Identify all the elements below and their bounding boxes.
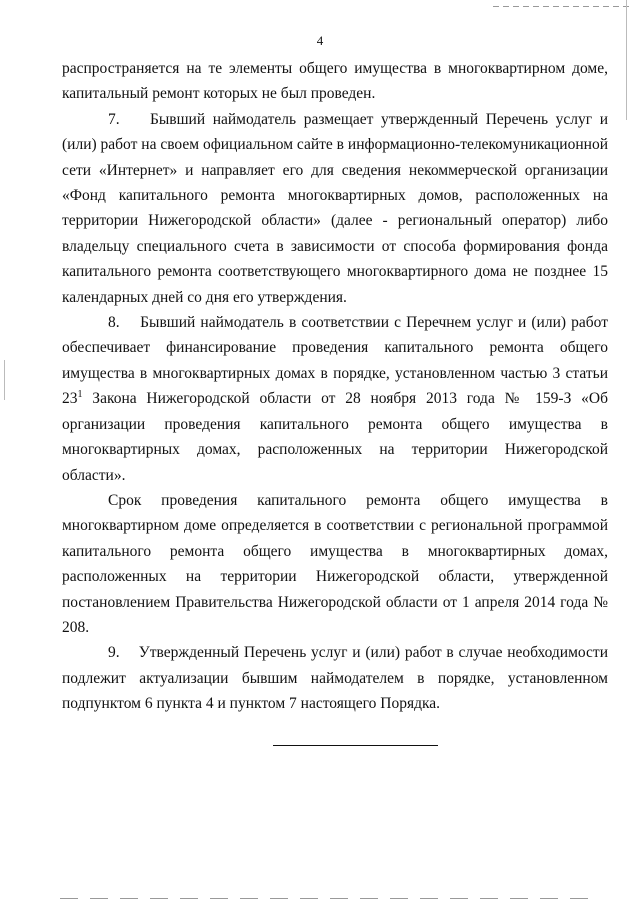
scan-artifact-top: [493, 6, 633, 7]
paragraph-repair-term: Срок проведения капитального ремонта общего имущества в многоквартирном доме определяется в соответствии с региональной программой капитального ремонта общего имущества в многоквартирных домах, расположенных на территории Нижегородской области, утвержденной постановлением Правительства Нижегородской области от 1 апреля 2014 года № 208.: [62, 491, 608, 636]
end-of-document-line: [273, 745, 438, 746]
paragraph-item-9: 9. Утвержденный Перечень услуг и (или) работ в случае необходимости подлежит актуализации бывшим наймодателем в порядке, установленном подпунктом 6 пункта 4 и пунктом 7 настоящего Порядка.: [62, 644, 608, 713]
scan-artifact-bottom: [60, 898, 600, 899]
paragraph-continuation: распространяется на те элементы общего имущества в многоквартирном доме, капитальный ремонт которых не был проведен.: [62, 60, 608, 103]
paragraph-item-8-text-before: 8. Бывший наймодатель в соответствии с Перечнем услуг и (или) работ обеспечивает финансирование проведения капитального ремонта общего имущества в многоквартирных домах в порядке, установленном частью 3 статьи 23: [62, 314, 608, 408]
page-number: 4: [316, 33, 324, 48]
paragraph-item-8: [62, 310, 608, 488]
scan-artifact-right: [626, 0, 627, 120]
document-body: [62, 56, 608, 717]
paragraph-item-7: 7. Бывший наймодатель размещает утвержденный Перечень услуг и (или) работ на своем официальном сайте в информационно-телекомуникационной сети «Интернет» и направляет его для сведения некоммерческой организации «Фонд капитального ремонта многоквартирных домов, расположенных на территории Нижегородской области» (далее - региональный оператор) либо владельцу специального счета в зависимости от способа формирования фонда капитального ремонта соответствующего многоквартирного дома не позднее 15 календарных дней со дня его утверждения.: [62, 110, 608, 306]
scan-artifact-left: [4, 360, 5, 400]
superscript-article-number: 1: [77, 389, 83, 401]
paragraph-item-8-text-after: Закона Нижегородской области от 28 ноября 2013 года № 159-З «Об организации проведения капитального ремонта общего имущества в многоквартирных домах, расположенных на территории Нижегородской области».: [62, 390, 608, 484]
